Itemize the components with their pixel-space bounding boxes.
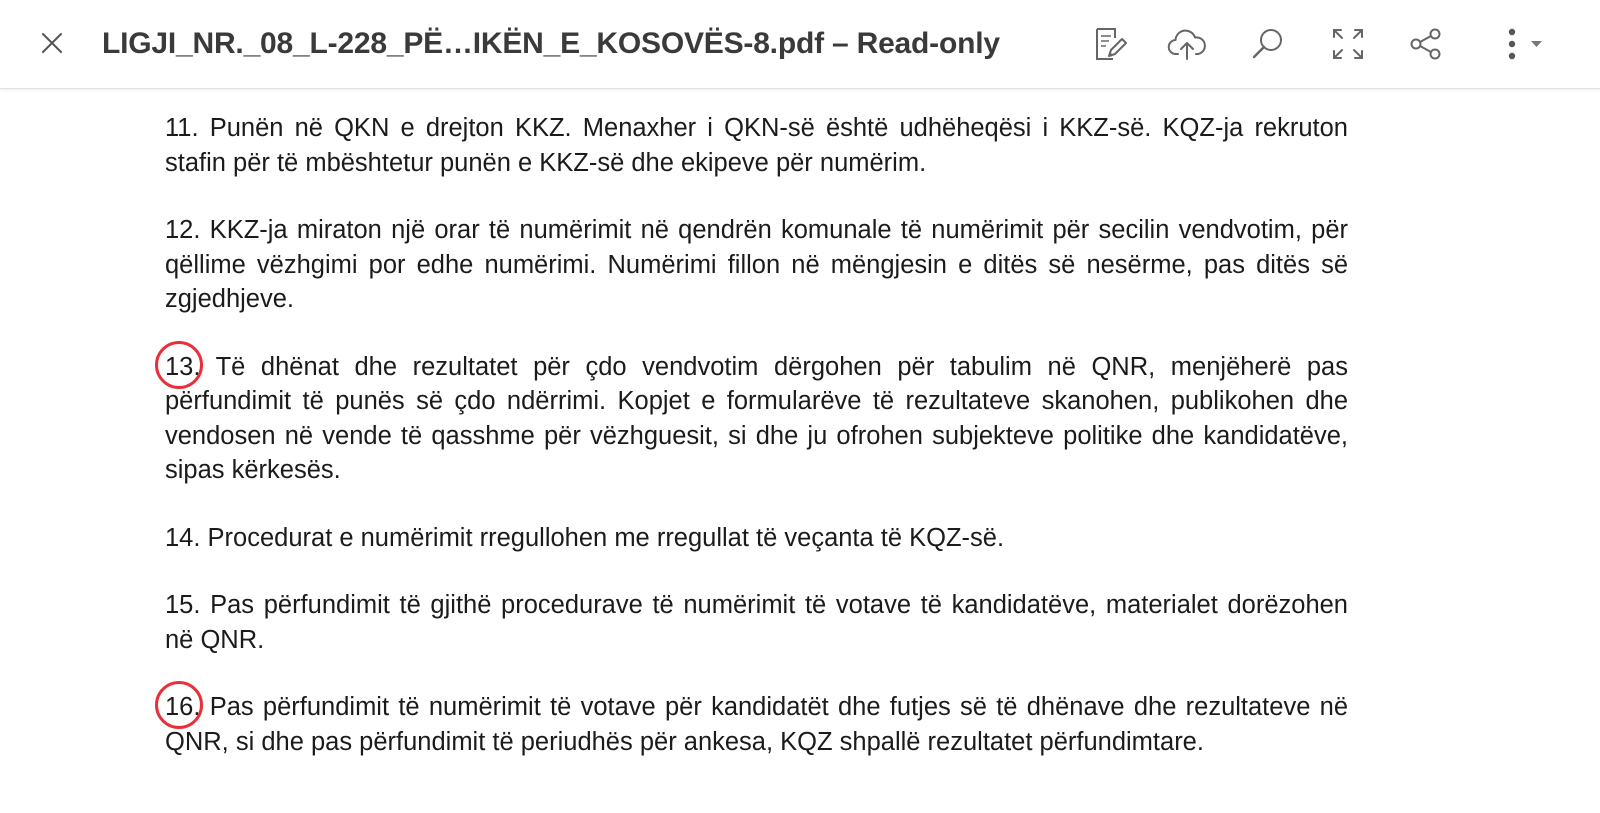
paragraph-text: Punën në QKN e drejton KKZ. Menaxher i QKN-së është udhëheqësi i KKZ-së. KQZ-ja rekruton stafin për të mbështetur punën e KKZ-së dhe ekipeve për numërim. xyxy=(165,114,1348,177)
share-button[interactable] xyxy=(1401,19,1451,69)
paragraph-16 xyxy=(165,690,1348,759)
paragraph-14 xyxy=(165,521,1348,556)
paragraph-11 xyxy=(165,111,1348,180)
paragraph-text: KKZ-ja miraton një orar të numërimit në qendrën komunale të numërimit për secilin vendvotim, për qëllime vëzhgimi por edhe numërimi. Numërimi fillon në mëngjesin e ditës së nesërme, pas ditës së zgjedhjeve. xyxy=(165,216,1348,313)
search-button[interactable] xyxy=(1243,19,1293,69)
close-icon xyxy=(41,32,63,54)
fullscreen-icon xyxy=(1331,27,1365,61)
paragraph-number: 14. xyxy=(165,523,201,552)
paragraph-number: 12. xyxy=(165,216,201,244)
cloud-upload-icon xyxy=(1167,27,1207,61)
edit-document-icon xyxy=(1093,26,1127,62)
close-button[interactable] xyxy=(34,25,70,61)
paragraph-text: Pas përfundimit të gjithë procedurave të numërimit të votave të kandidatëve, materialet dorëzohen në QNR. xyxy=(165,591,1348,654)
more-options-icon xyxy=(1495,26,1555,62)
paragraph-12 xyxy=(165,213,1348,317)
search-icon xyxy=(1250,26,1286,62)
document-title: LIGJI_NR._08_L-228_PË…IKËN_E_KOSOVËS-8.pdf – Read-only xyxy=(102,27,1000,60)
share-icon xyxy=(1408,26,1444,62)
paragraph-number: 16. xyxy=(165,693,200,721)
document-page xyxy=(165,111,1348,792)
paragraph-number: 15. xyxy=(165,591,201,619)
paragraph-text: Procedurat e numërimit rregullohen me rregullat të veçanta të KQZ-së. xyxy=(200,523,1005,552)
fullscreen-button[interactable] xyxy=(1323,19,1373,69)
paragraph-15 xyxy=(165,588,1348,657)
toolbar xyxy=(0,0,1600,89)
edit-button[interactable] xyxy=(1085,19,1135,69)
paragraph-number: 11. xyxy=(165,114,199,142)
paragraph-number: 13. xyxy=(165,353,200,381)
paragraph-text: Pas përfundimit të numërimit të votave për kandidatët dhe futjes së të dhënave dhe rezultateve në QNR, si dhe pas përfundimit të periudhës për ankesa, KQZ shpallë rezultatet përfundimtare. xyxy=(165,693,1348,756)
paragraph-text: Të dhënat dhe rezultatet për çdo vendvotim dërgohen për tabulim në QNR, menjëherë pas përfundimit të punës së çdo ndërrimi. Kopjet e formularëve të rezultateve skanohen, publikohen dhe vendosen në vende të qasshme për vëzhguesit, si dhe ju ofrohen subjekteve politike dhe kandidatëve, sipas kërkesës. xyxy=(165,352,1348,484)
upload-button[interactable] xyxy=(1162,19,1212,69)
more-options-button[interactable] xyxy=(1490,19,1560,69)
paragraph-13 xyxy=(165,350,1348,488)
